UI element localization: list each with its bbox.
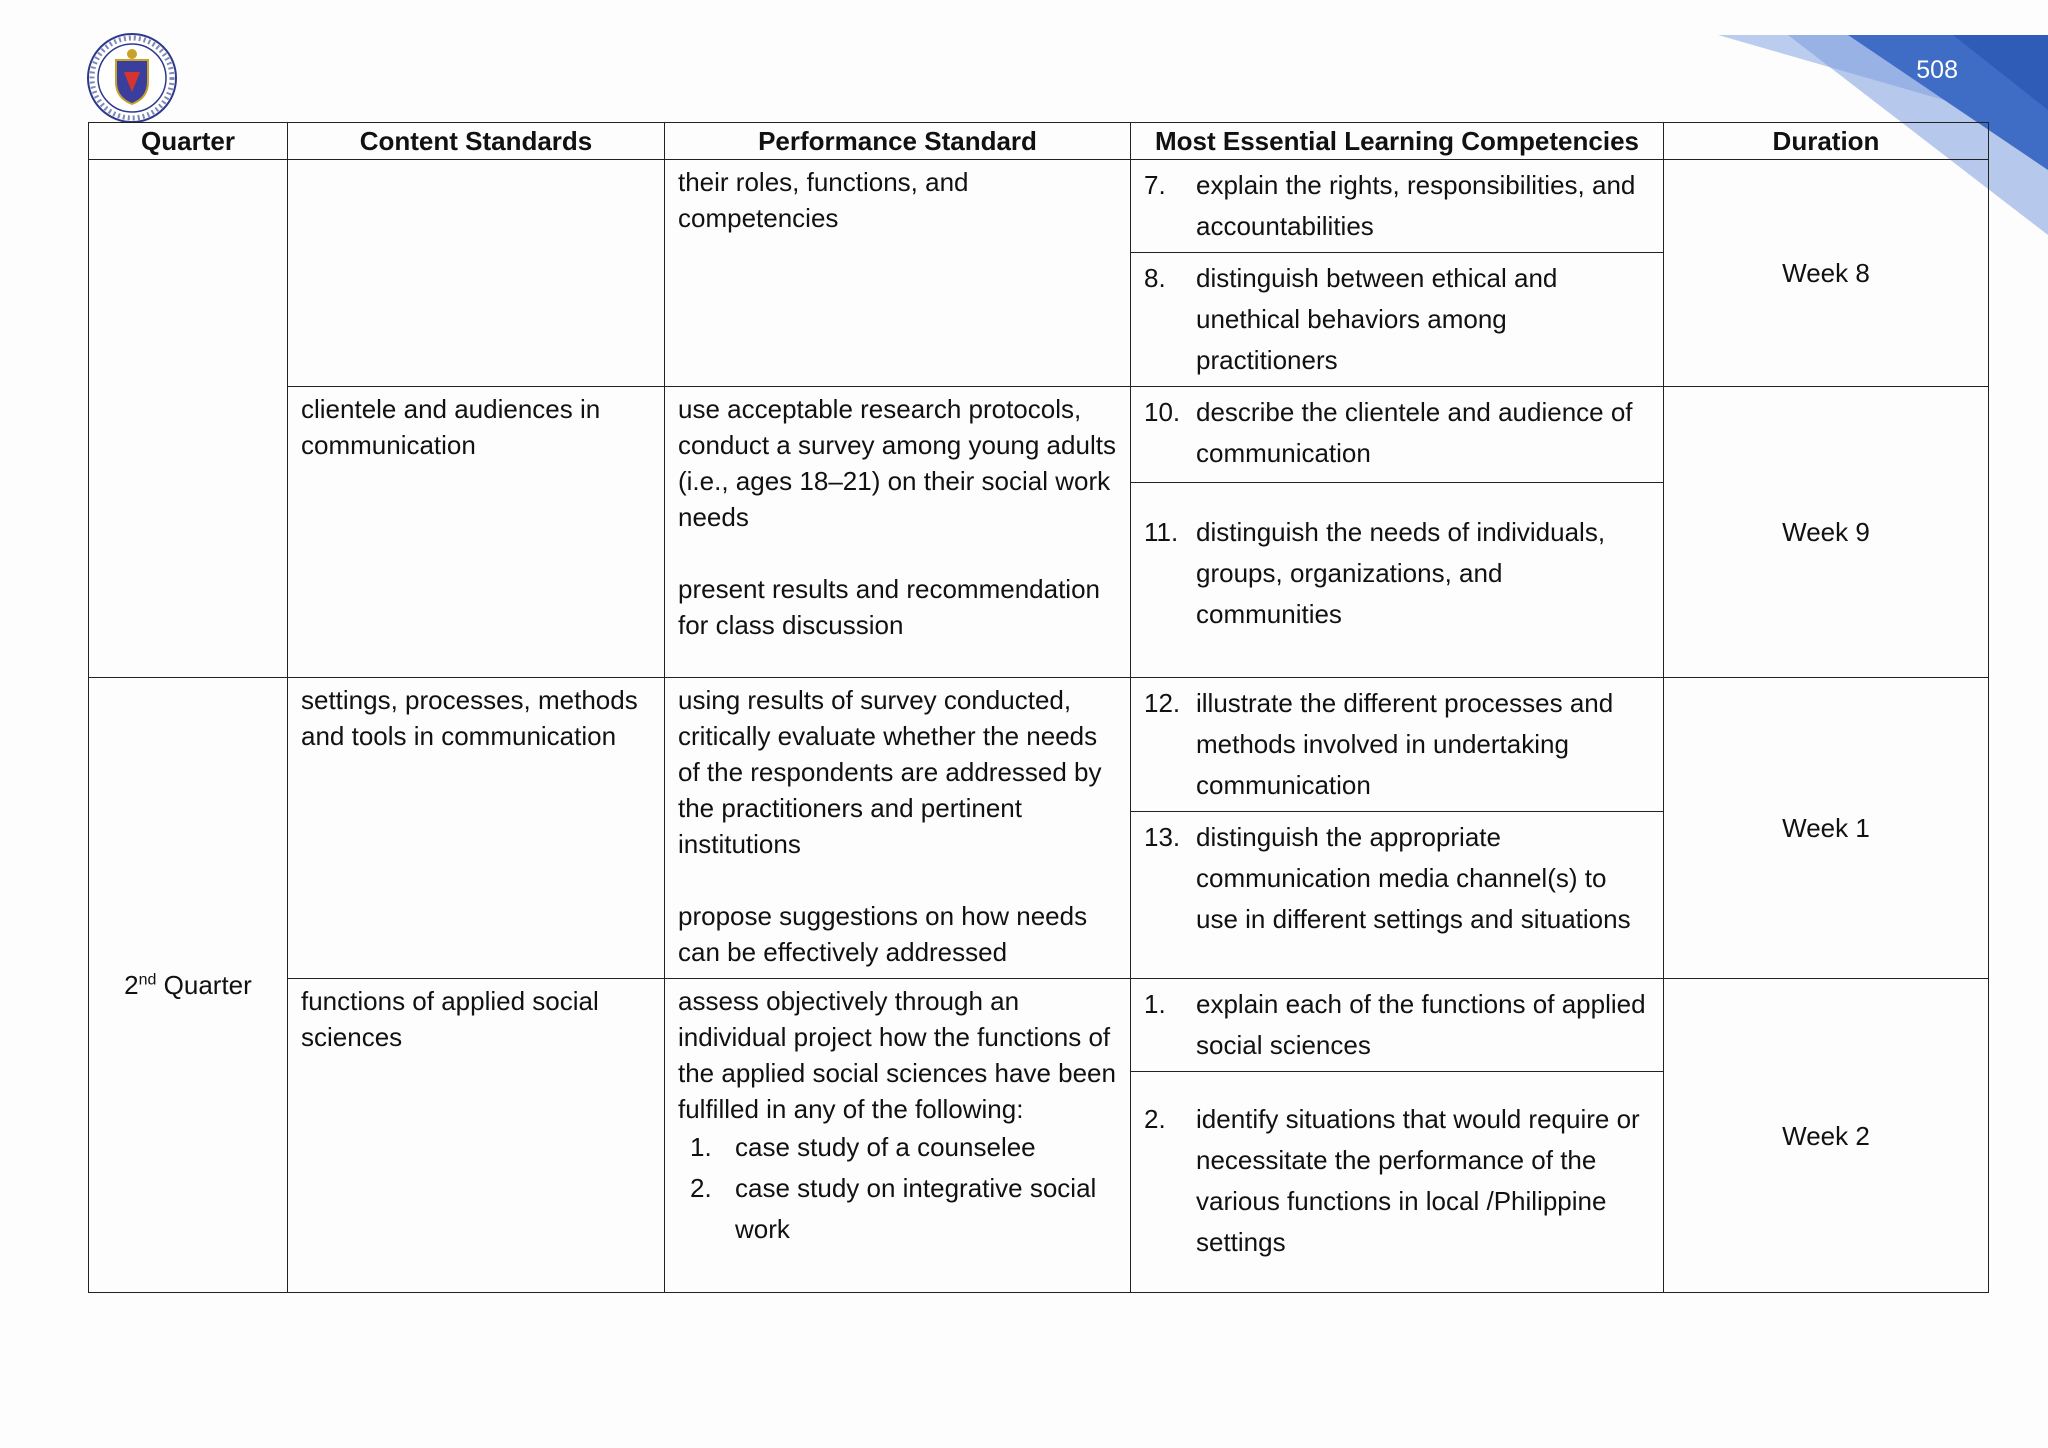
quarter-cell [89, 160, 288, 678]
deped-seal-logo [86, 32, 178, 124]
performance-sublist [678, 1127, 1118, 1250]
melc-number: 12. [1144, 688, 1181, 718]
melc-number: 1. [1144, 989, 1166, 1019]
header-performance-standard: Performance Standard [665, 123, 1131, 160]
header-content-standards: Content Standards [288, 123, 665, 160]
quarter-ordinal: nd [138, 971, 157, 989]
list-item-text: case study on integrative social work [735, 1173, 1097, 1244]
melc-cell [1131, 1072, 1664, 1293]
performance-text: present results and recommendation for class discussion [678, 574, 1101, 640]
quarter-cell [89, 678, 288, 1293]
melc-cell [1131, 483, 1664, 678]
performance-text: assess objectively through an individual project how the functions of the applied social sciences have been fulfilled in any of the following: [678, 986, 1116, 1124]
list-item [690, 1127, 1118, 1168]
melc-text: explain each of the functions of applied social sciences [1196, 989, 1646, 1060]
table-header-row [89, 123, 1989, 160]
quarter-label: Quarter [156, 970, 252, 1000]
table-row [89, 160, 1989, 253]
melc-text: distinguish between ethical and unethical behaviors among practitioners [1196, 263, 1558, 375]
list-item-number: 1. [690, 1132, 712, 1162]
table-row [89, 979, 1989, 1072]
list-item-text: case study of a counselee [735, 1132, 1036, 1162]
duration-cell: Week 1 [1664, 678, 1989, 979]
performance-standard-cell [665, 979, 1131, 1293]
duration-cell: Week 8 [1664, 160, 1989, 387]
quarter-number: 2 [124, 970, 139, 1000]
melc-cell [1131, 387, 1664, 483]
duration-cell: Week 2 [1664, 979, 1989, 1293]
header-quarter: Quarter [89, 123, 288, 160]
performance-text: use acceptable research protocols, conduct a survey among young adults (i.e., ages 18–21) on their social work needs [678, 394, 1116, 532]
melc-number: 10. [1144, 397, 1181, 427]
melc-number: 11. [1144, 517, 1179, 547]
header-duration: Duration [1664, 123, 1989, 160]
table-row [89, 678, 1989, 812]
performance-standard-cell [665, 160, 1131, 387]
table-row [89, 387, 1989, 483]
melc-text: distinguish the needs of individuals, groups, organizations, and communities [1196, 517, 1606, 629]
content-standard-cell: clientele and audiences in communication [288, 387, 665, 678]
performance-text: their roles, functions, and competencies [678, 167, 969, 233]
performance-standard-cell [665, 387, 1131, 678]
melc-cell [1131, 253, 1664, 387]
performance-standard-cell [665, 678, 1131, 979]
melc-text: describe the clientele and audience of communication [1196, 397, 1633, 468]
list-item-number: 2. [690, 1173, 712, 1203]
melc-cell [1131, 678, 1664, 812]
performance-text: propose suggestions on how needs can be effectively addressed [678, 901, 1088, 967]
melc-number: 13. [1144, 822, 1181, 852]
melc-text: identify situations that would require or necessitate the performance of the various functions in local /Philippine settings [1196, 1104, 1640, 1257]
melc-text: explain the rights, responsibilities, and accountabilities [1196, 170, 1636, 241]
melc-number: 2. [1144, 1104, 1166, 1134]
header-melc: Most Essential Learning Competencies [1131, 123, 1664, 160]
performance-text: using results of survey conducted, critically evaluate whether the needs of the respondents are addressed by the practitioners and pertinent institutions [678, 685, 1102, 859]
page-number: 508 [1916, 56, 1958, 84]
melc-cell [1131, 812, 1664, 979]
melc-number: 8. [1144, 263, 1166, 293]
list-item [690, 1168, 1118, 1250]
curriculum-guide-table [88, 122, 1989, 1293]
content-standard-cell: settings, processes, methods and tools in communication [288, 678, 665, 979]
melc-number: 7. [1144, 170, 1166, 200]
melc-cell [1131, 979, 1664, 1072]
duration-cell: Week 9 [1664, 387, 1989, 678]
melc-text: distinguish the appropriate communication media channel(s) to use in different settings and situations [1196, 822, 1631, 934]
content-standard-cell [288, 160, 665, 387]
melc-text: illustrate the different processes and methods involved in undertaking communication [1196, 688, 1614, 800]
content-standard-cell: functions of applied social sciences [288, 979, 665, 1293]
melc-cell [1131, 160, 1664, 253]
